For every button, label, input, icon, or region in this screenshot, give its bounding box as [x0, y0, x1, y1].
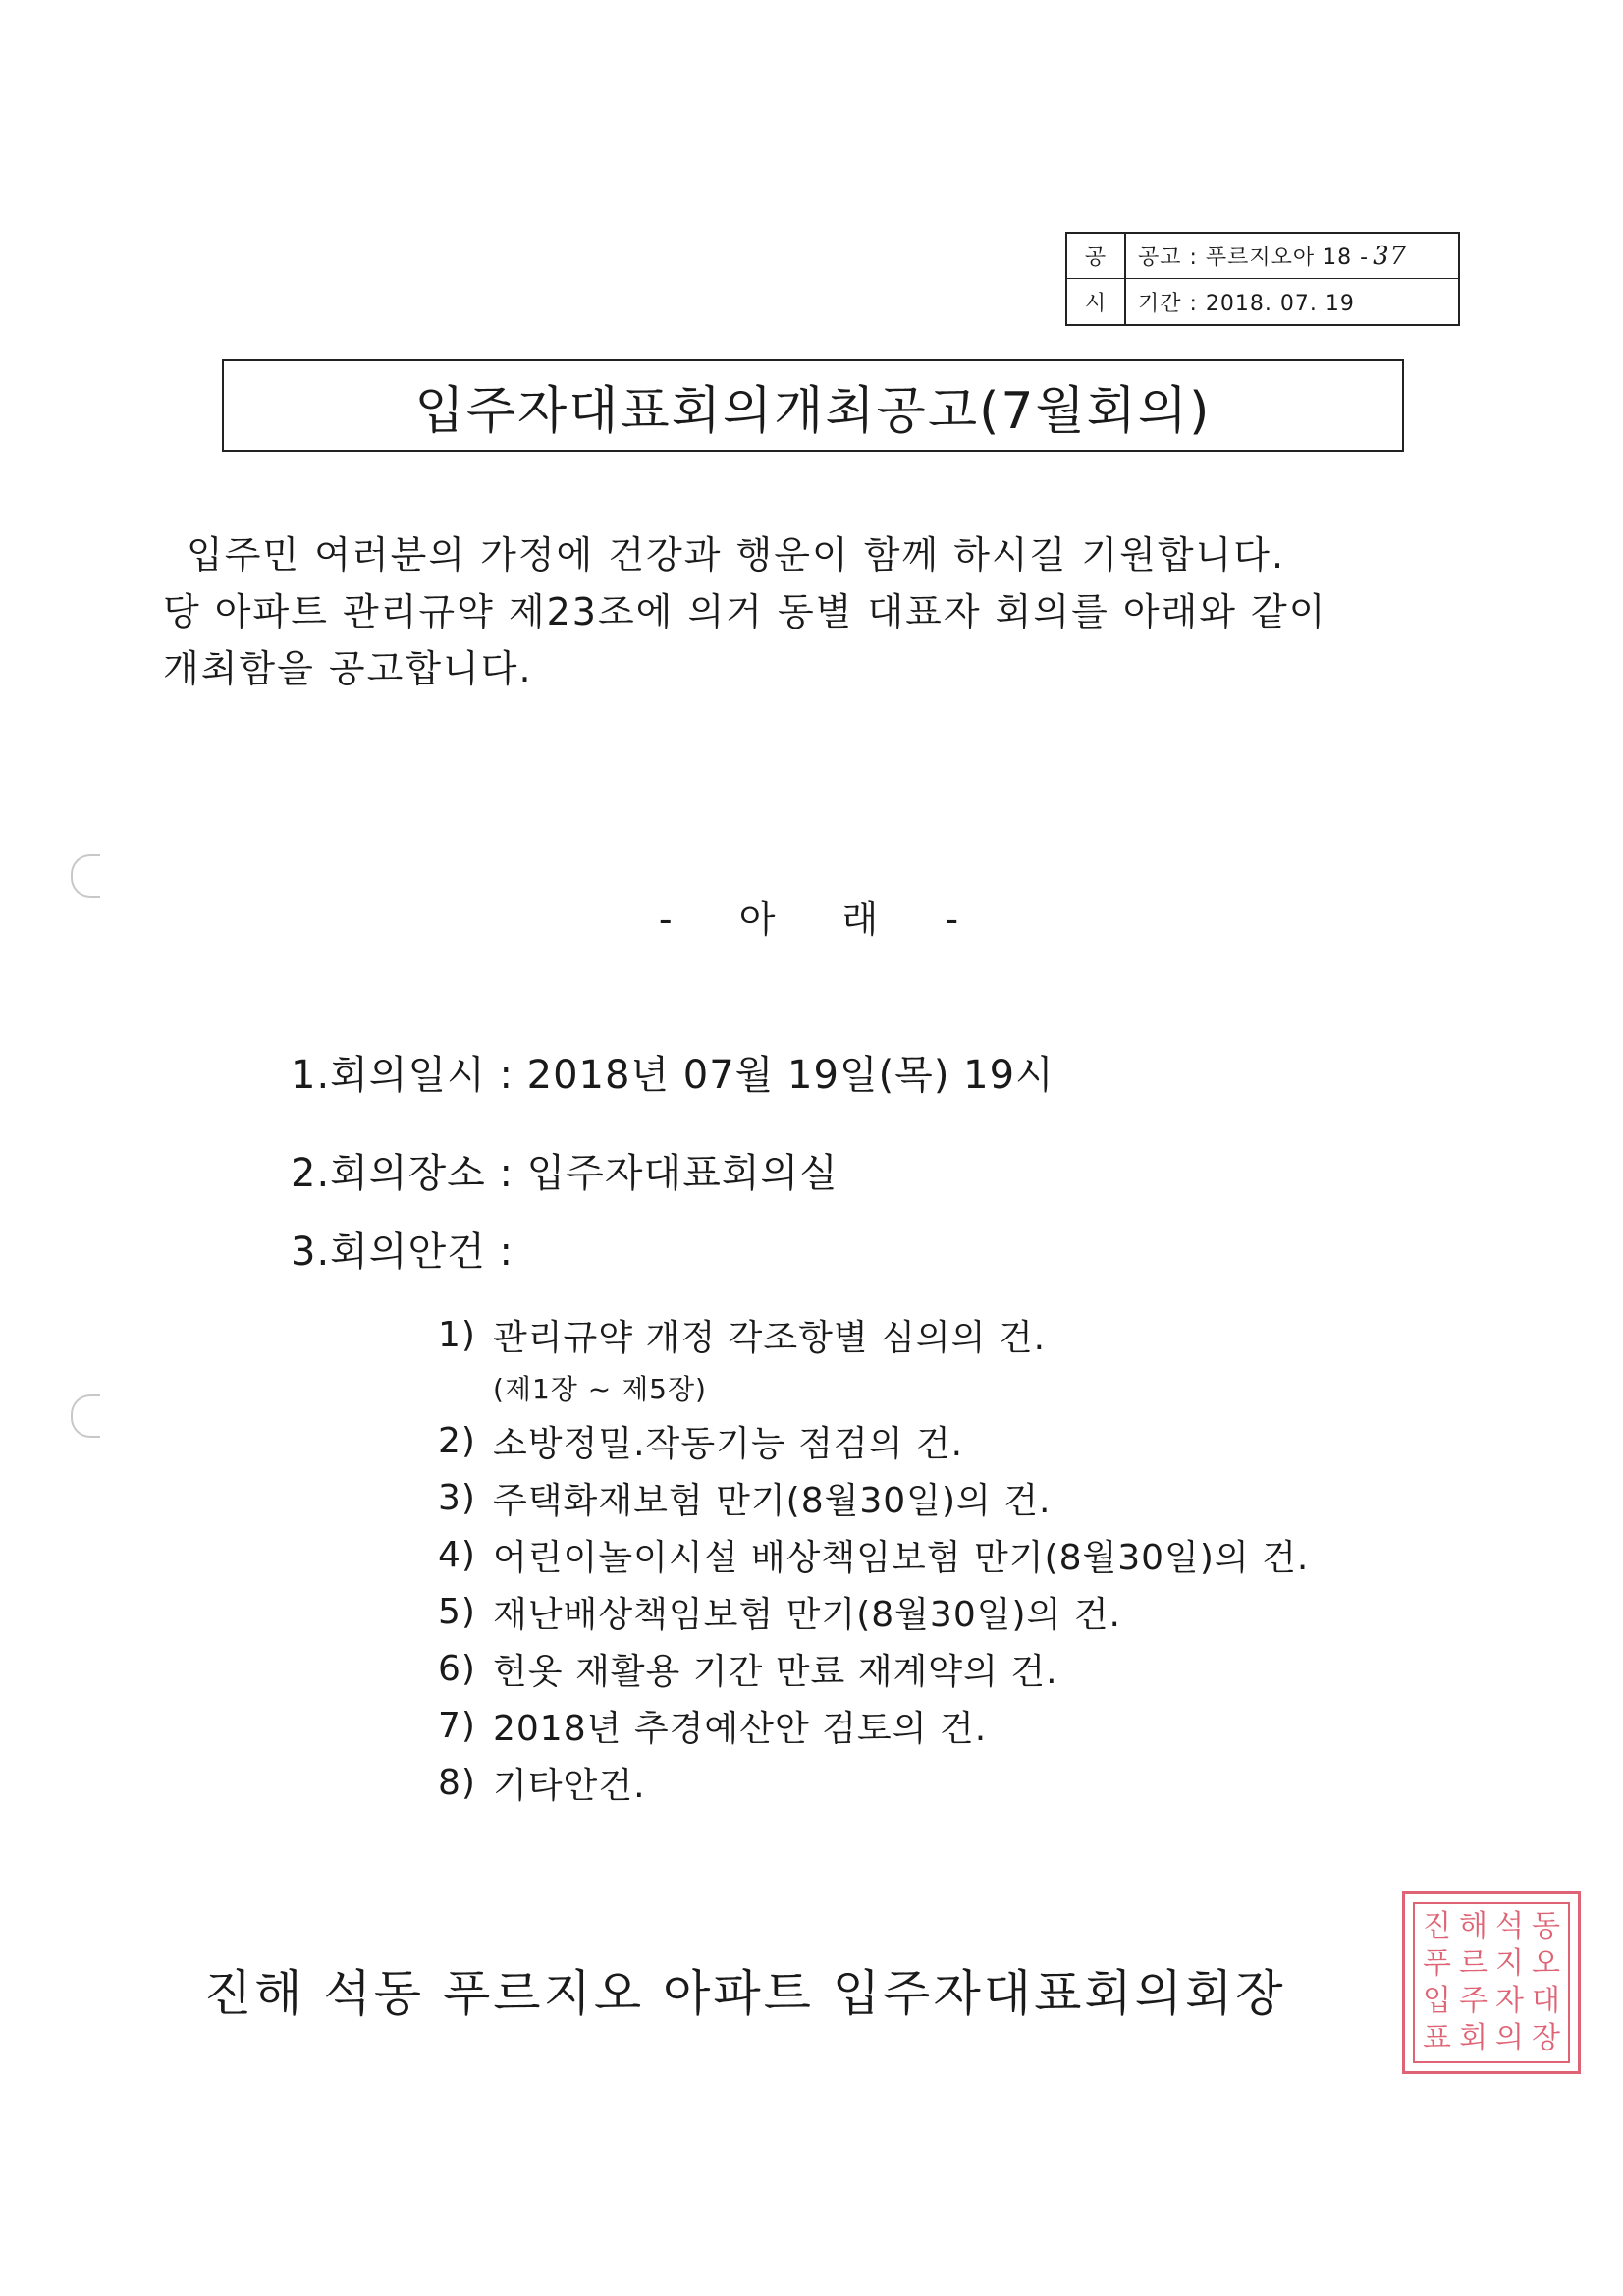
seal-glyph: 자: [1495, 1984, 1524, 2018]
document-title: 입주자대표회의개최공고(7월회의): [222, 359, 1404, 452]
seal-glyph: 회: [1459, 2021, 1488, 2055]
agenda-list: [438, 1306, 1420, 1811]
seal-glyph: 표: [1423, 2021, 1451, 2055]
agenda-item-number: 1): [438, 1314, 476, 1355]
notice-number-text: 공고 : 푸르지오아 18 -: [1138, 246, 1370, 270]
agenda-item-text: 주택화재보험 만기(8월30일)의 건.: [493, 1480, 1052, 1521]
official-seal-stamp: [1402, 1891, 1581, 2074]
seal-glyph: 오: [1532, 1946, 1560, 1981]
intro-paragraph: [163, 526, 1479, 697]
seal-glyph: 석: [1495, 1909, 1524, 1943]
agenda-item: [438, 1306, 1420, 1363]
agenda-item: [438, 1412, 1420, 1469]
agenda-item-subnote: (제1장 ~ 제5장): [493, 1373, 707, 1405]
below-heading-dash-right: -: [945, 898, 965, 941]
agenda-item-text: 헌옷 재활용 기간 만료 재계약의 건.: [493, 1651, 1058, 1692]
agenda-item: [438, 1526, 1420, 1583]
seal-glyph: 주: [1459, 1984, 1488, 2018]
agenda-item-text: 어린이놀이시설 배상책임보험 만기(8월30일)의 건.: [493, 1537, 1310, 1578]
intro-line-1: 입주민 여러분의 가정에 건강과 행운이 함께 하시길 기원합니다.: [187, 533, 1286, 576]
agenda-item-text: 재난배상책임보험 만기(8월30일)의 건.: [493, 1594, 1121, 1635]
notice-number-handwritten: 37: [1373, 241, 1408, 271]
agenda-item-number: 2): [438, 1420, 476, 1461]
seal-glyph: 지: [1495, 1946, 1524, 1981]
notice-number: [1126, 234, 1458, 279]
seal-glyph: 푸: [1423, 1946, 1451, 1981]
agenda-item: [438, 1640, 1420, 1697]
intro-line-3: 개최함을 공고합니다.: [163, 647, 533, 690]
seal-glyph: 입: [1423, 1984, 1451, 2018]
agenda-item-number: 6): [438, 1648, 476, 1689]
agenda-item-number: 4): [438, 1534, 476, 1575]
agenda-item: [438, 1583, 1420, 1640]
posting-label-bottom: 시: [1067, 279, 1126, 324]
seal-glyph: 대: [1532, 1984, 1560, 2018]
agenda-item-text: 관리규약 개정 각조항별 심의의 건.: [493, 1317, 1047, 1358]
agenda-item-text: 2018년 추경예산안 검토의 건.: [493, 1708, 988, 1749]
meeting-date: 1.회의일시 : 2018년 07월 19일(목) 19시: [291, 1053, 1055, 1098]
seal-glyph: 르: [1459, 1946, 1488, 1981]
agenda-item-text: 기타안건.: [493, 1765, 646, 1806]
meeting-place: 2.회의장소 : 입주자대표회의실: [291, 1151, 839, 1196]
seal-glyph: 동: [1532, 1909, 1560, 1943]
agenda-item-number: 7): [438, 1705, 476, 1746]
seal-glyph: 의: [1495, 2021, 1524, 2055]
signature-line: 진해 석동 푸르지오 아파트 입주자대표회의회장: [204, 1965, 1286, 2022]
posting-period: 기간 : 2018. 07. 19: [1138, 291, 1355, 316]
seal-glyph-grid: [1419, 1908, 1564, 2057]
seal-glyph: 진: [1423, 1909, 1451, 1943]
hole-punch-mark-lower: [71, 1394, 100, 1438]
below-heading: [0, 889, 1623, 943]
agenda-item-text: 소방정밀.작동기능 점검의 건.: [493, 1423, 964, 1464]
intro-line-2: 당 아파트 관리규약 제23조에 의거 동별 대표자 회의를 아래와 같이: [163, 590, 1327, 633]
agenda-item-number: 3): [438, 1477, 476, 1518]
below-heading-word-1: 아: [738, 898, 782, 941]
below-heading-dash-left: -: [658, 898, 678, 941]
seal-glyph: 장: [1532, 2021, 1560, 2055]
posting-notice-box: [1065, 232, 1460, 326]
below-heading-word-2: 래: [841, 898, 885, 941]
agenda-item: [438, 1469, 1420, 1526]
agenda-item-number: 8): [438, 1762, 476, 1803]
meeting-agenda-label: 3.회의안건 :: [291, 1230, 514, 1275]
seal-glyph: 해: [1459, 1909, 1488, 1943]
agenda-item-number: 5): [438, 1591, 476, 1632]
agenda-item: [438, 1754, 1420, 1811]
posting-label-top: 공: [1067, 234, 1126, 279]
agenda-item: [438, 1697, 1420, 1754]
